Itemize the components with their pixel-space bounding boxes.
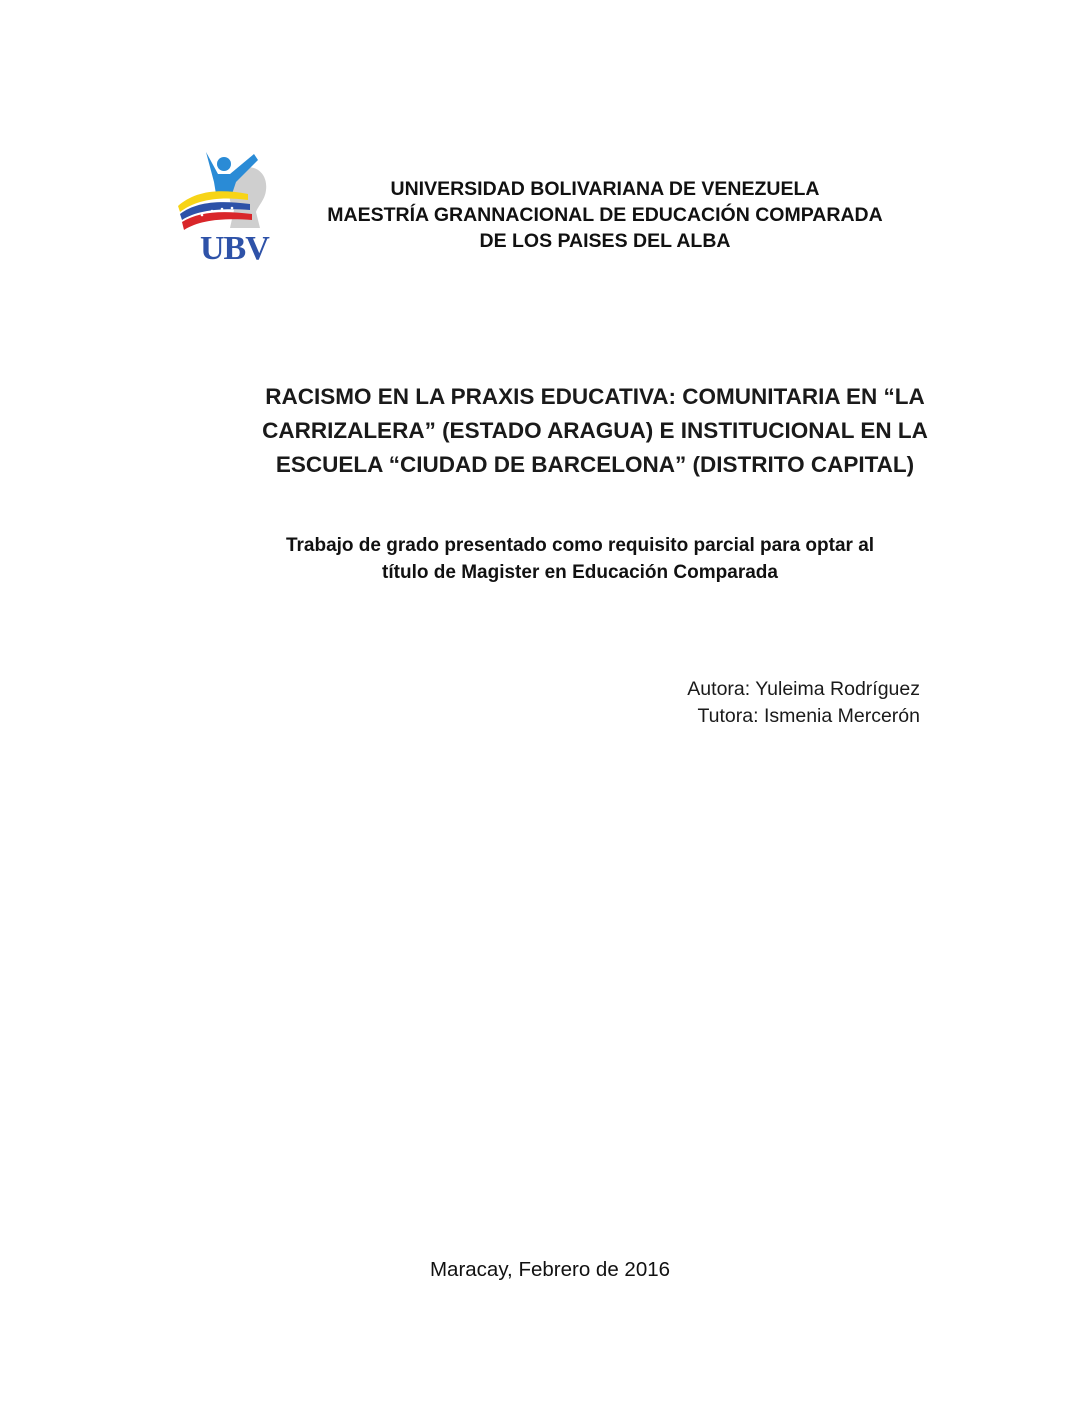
university-header	[300, 176, 910, 254]
degree-statement	[200, 532, 960, 586]
program-name: MAESTRÍA GRANNACIONAL DE EDUCACIÓN COMPARADA	[327, 204, 883, 226]
program-name-continued: DE LOS PAISES DEL ALBA	[479, 230, 731, 252]
ubv-logo-graphic	[172, 148, 280, 238]
degree-statement-line: título de Magister en Educación Comparada	[382, 562, 778, 583]
tutor-name: Tutora: Ismenia Mercerón	[697, 705, 920, 727]
thesis-title-line: RACISMO EN LA PRAXIS EDUCATIVA: COMUNITARIA EN “LA	[265, 384, 925, 409]
thesis-title	[210, 380, 980, 482]
degree-statement-line: Trabajo de grado presentado como requisito parcial para optar al	[285, 535, 875, 556]
place-and-date: Maracay, Febrero de 2016	[429, 1258, 671, 1281]
ubv-logo	[172, 148, 280, 270]
university-name: UNIVERSIDAD BOLIVARIANA DE VENEZUELA	[390, 178, 820, 200]
thesis-title-line: ESCUELA “CIUDAD DE BARCELONA” (DISTRITO CAPITAL)	[275, 452, 915, 477]
thesis-title-line: CARRIZALERA” (ESTADO ARAGUA) E INSTITUCIONAL EN LA	[262, 418, 928, 443]
authors-block	[560, 676, 920, 730]
author-name: Autora: Yuleima Rodríguez	[687, 678, 920, 700]
ubv-logo-text: UBV	[200, 230, 269, 267]
